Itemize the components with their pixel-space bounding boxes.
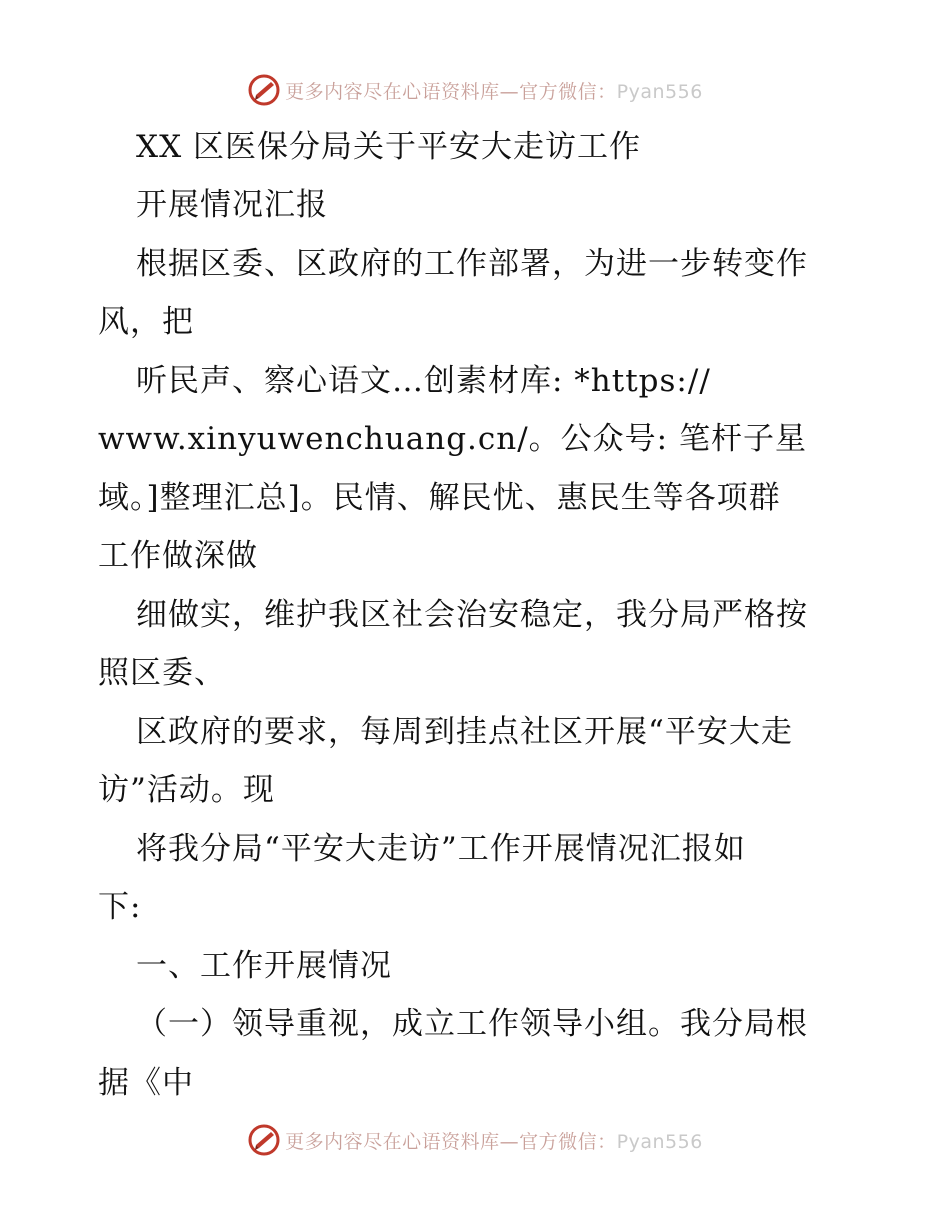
paragraph-line: 据《中 bbox=[98, 1065, 194, 1101]
document-title-line-1: XX 区医保分局关于平安大走访工作 bbox=[136, 129, 641, 165]
document-title-line-2: 开展情况汇报 bbox=[136, 187, 328, 223]
paragraph-line: 区政府的要求，每周到挂点社区开展“平安大走 bbox=[136, 714, 793, 750]
logo-icon bbox=[247, 1123, 281, 1157]
footer-watermark bbox=[0, 1120, 950, 1160]
paragraph-line: 工作做深做 bbox=[98, 538, 258, 574]
paragraph-line: 访”活动。现 bbox=[98, 772, 275, 808]
paragraph-line: 风，把 bbox=[98, 304, 194, 340]
section-heading: 一、工作开展情况 bbox=[136, 948, 392, 984]
watermark-text: 更多内容尽在心语资料库—官方微信： bbox=[285, 80, 617, 103]
paragraph-line: 下: bbox=[98, 889, 142, 925]
watermark-brand: Pyan556 bbox=[616, 1130, 703, 1153]
logo-icon bbox=[247, 73, 281, 107]
watermark-text: 更多内容尽在心语资料库—官方微信： bbox=[285, 1130, 617, 1153]
paragraph-line: 域。]整理汇总]。民情、解民忧、惠民生等各项群 bbox=[98, 480, 781, 516]
paragraph-line: 听民声、察心语文…创素材库: *https:// bbox=[136, 363, 711, 399]
paragraph-line: www.xinyuwenchuang.cn/。公众号: 笔杆子星 bbox=[98, 421, 807, 457]
paragraph-line: 将我分局“平安大走访”工作开展情况汇报如 bbox=[136, 831, 746, 867]
header-watermark bbox=[0, 70, 950, 110]
paragraph-line: 根据区委、区政府的工作部署，为进一步转变作 bbox=[136, 246, 808, 282]
paragraph-line: 细做实，维护我区社会治安稳定，我分局严格按 bbox=[136, 597, 808, 633]
paragraph-line: 照区委、 bbox=[98, 655, 226, 691]
watermark-brand: Pyan556 bbox=[616, 80, 703, 103]
paragraph-line: （一）领导重视，成立工作领导小组。我分局根 bbox=[136, 1006, 808, 1042]
